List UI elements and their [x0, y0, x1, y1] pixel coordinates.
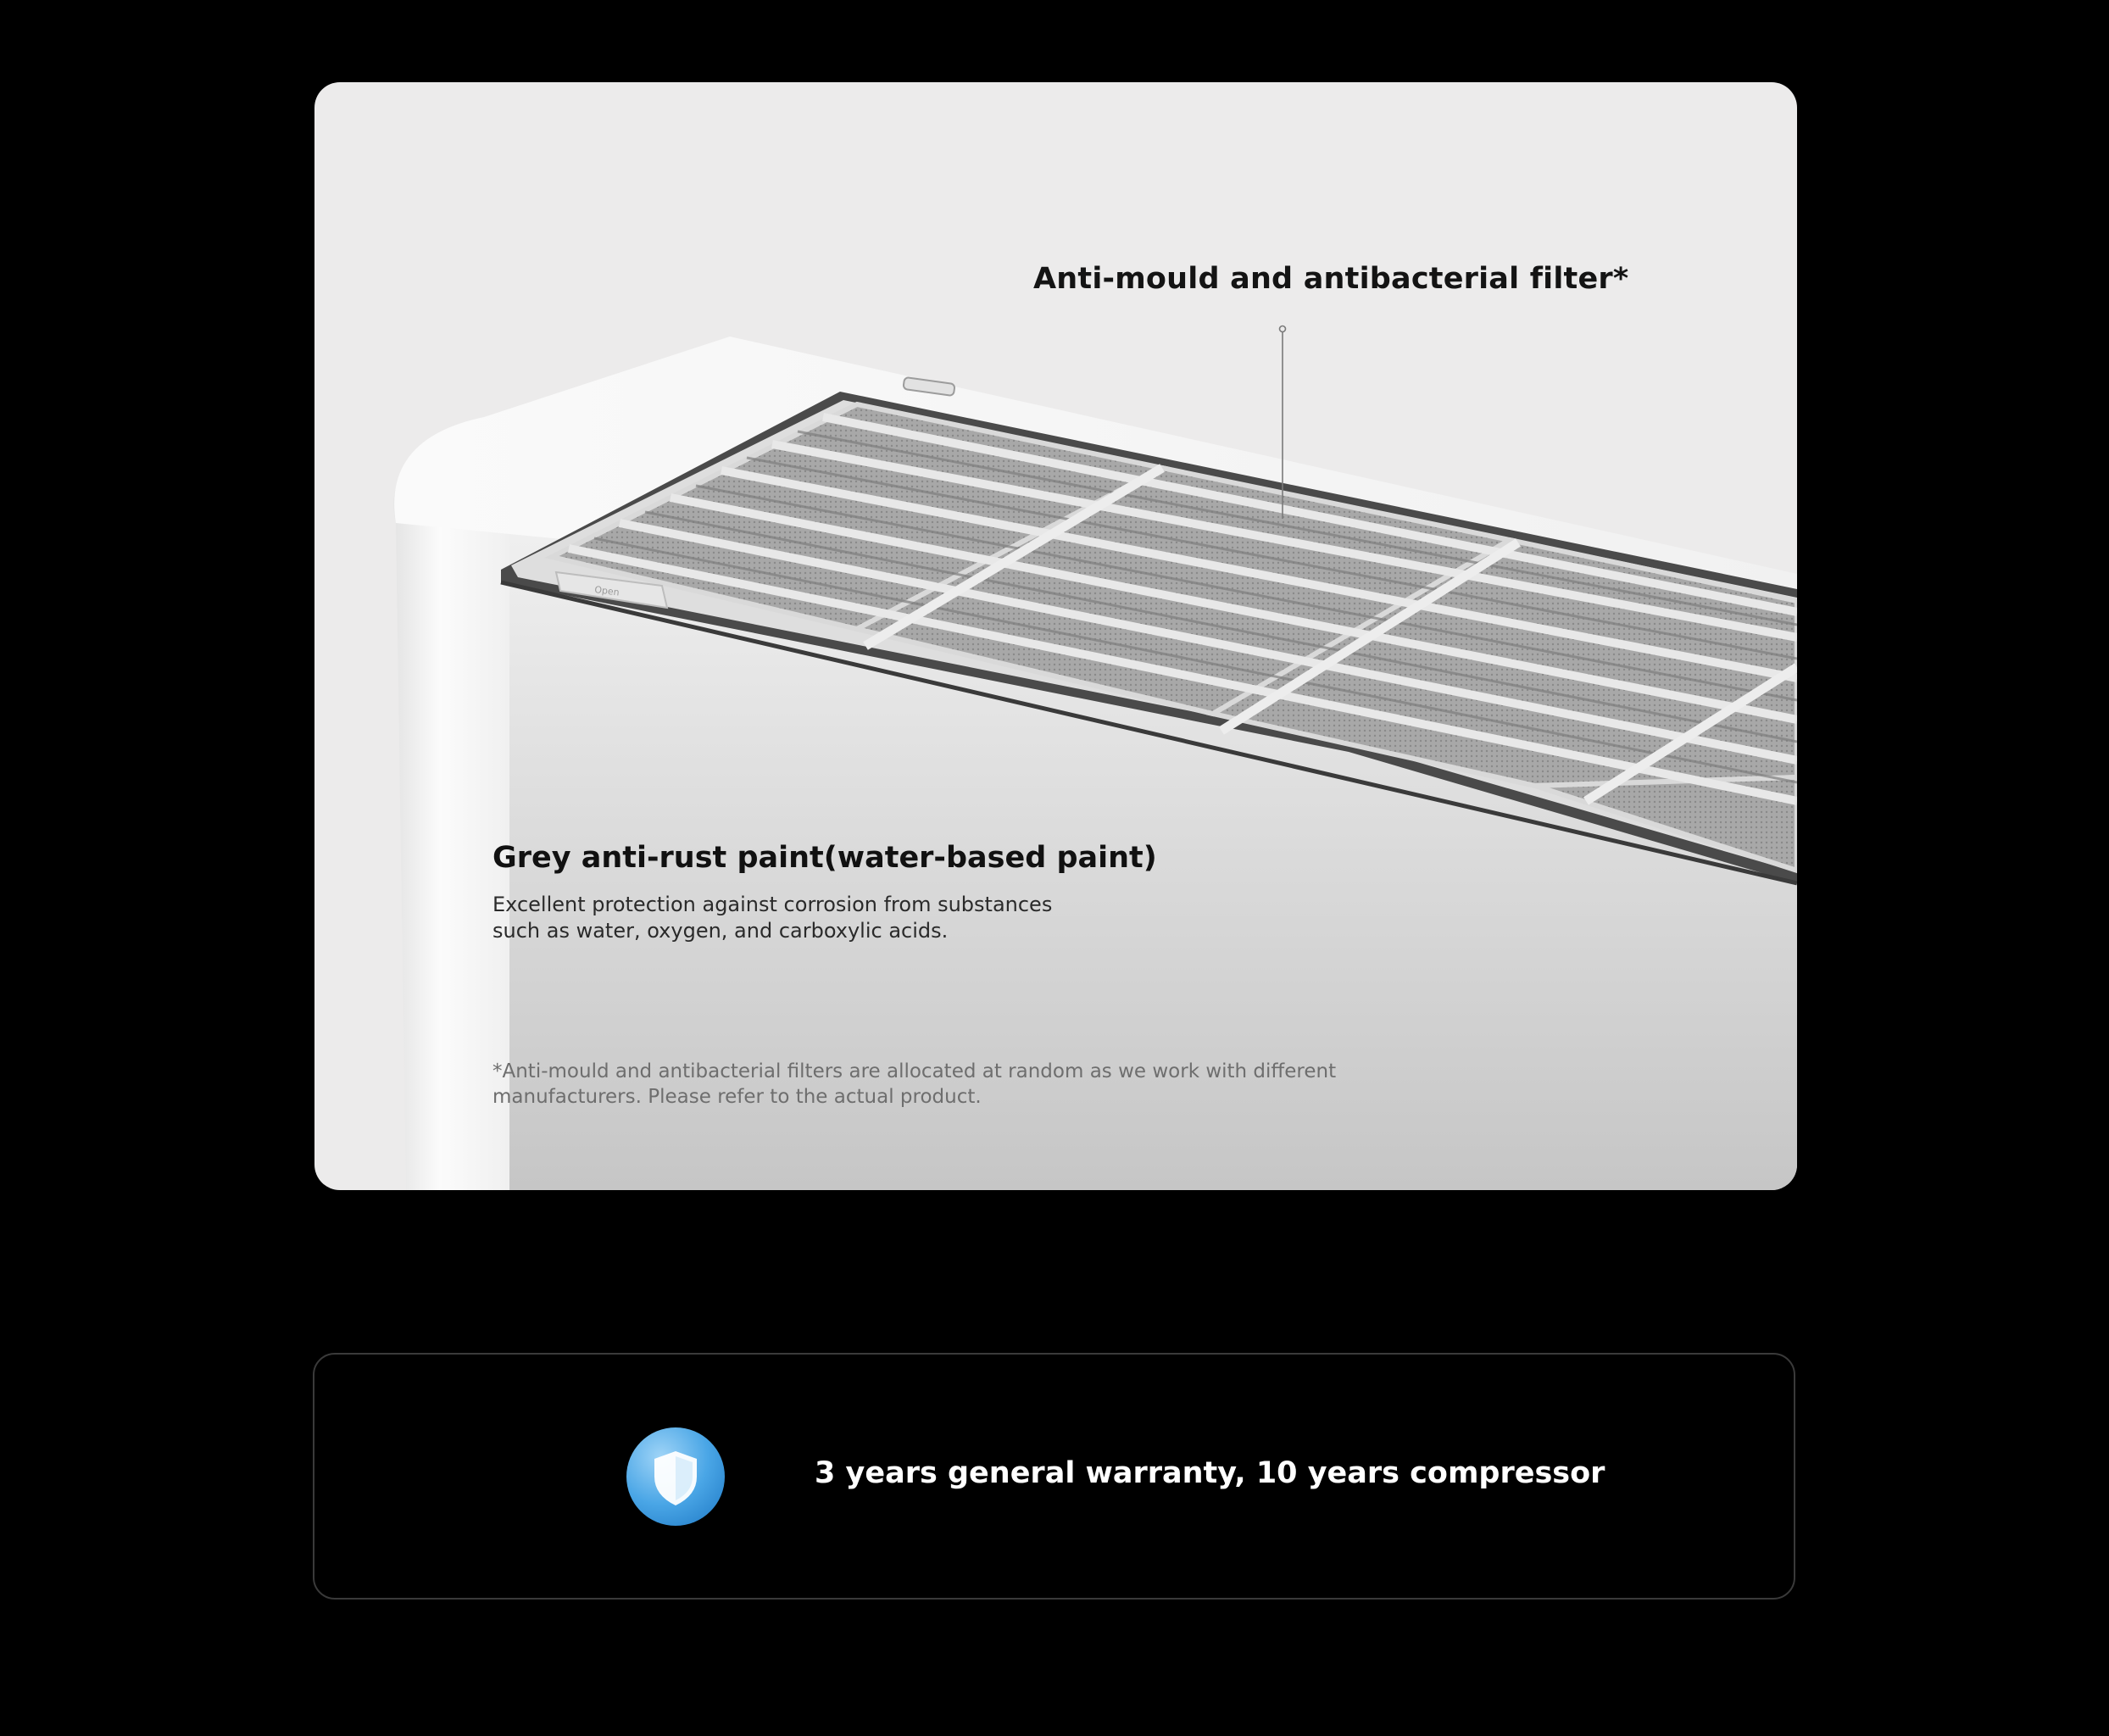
warranty-card	[313, 1353, 1795, 1600]
filter-footnote: *Anti-mould and antibacterial filters are allocated at random as we work with different manufacturers. Please refer to the actual product.	[492, 1060, 1337, 1108]
open-tab-label: Open	[593, 584, 620, 598]
shield-icon	[626, 1427, 725, 1526]
filter-callout-title: Anti-mould and antibacterial filter*	[1033, 262, 1629, 296]
paint-feature-description: Excellent protection against corrosion from substances such as water, oxygen, and carboxylic acids.	[492, 893, 1053, 943]
paint-feature-title: Grey anti-rust paint(water-based paint)	[492, 841, 1157, 875]
air-conditioner-filter-illustration	[314, 82, 1797, 1190]
product-feature-card	[314, 82, 1797, 1190]
warranty-text: 3 years general warranty, 10 years compressor	[815, 1456, 1605, 1490]
